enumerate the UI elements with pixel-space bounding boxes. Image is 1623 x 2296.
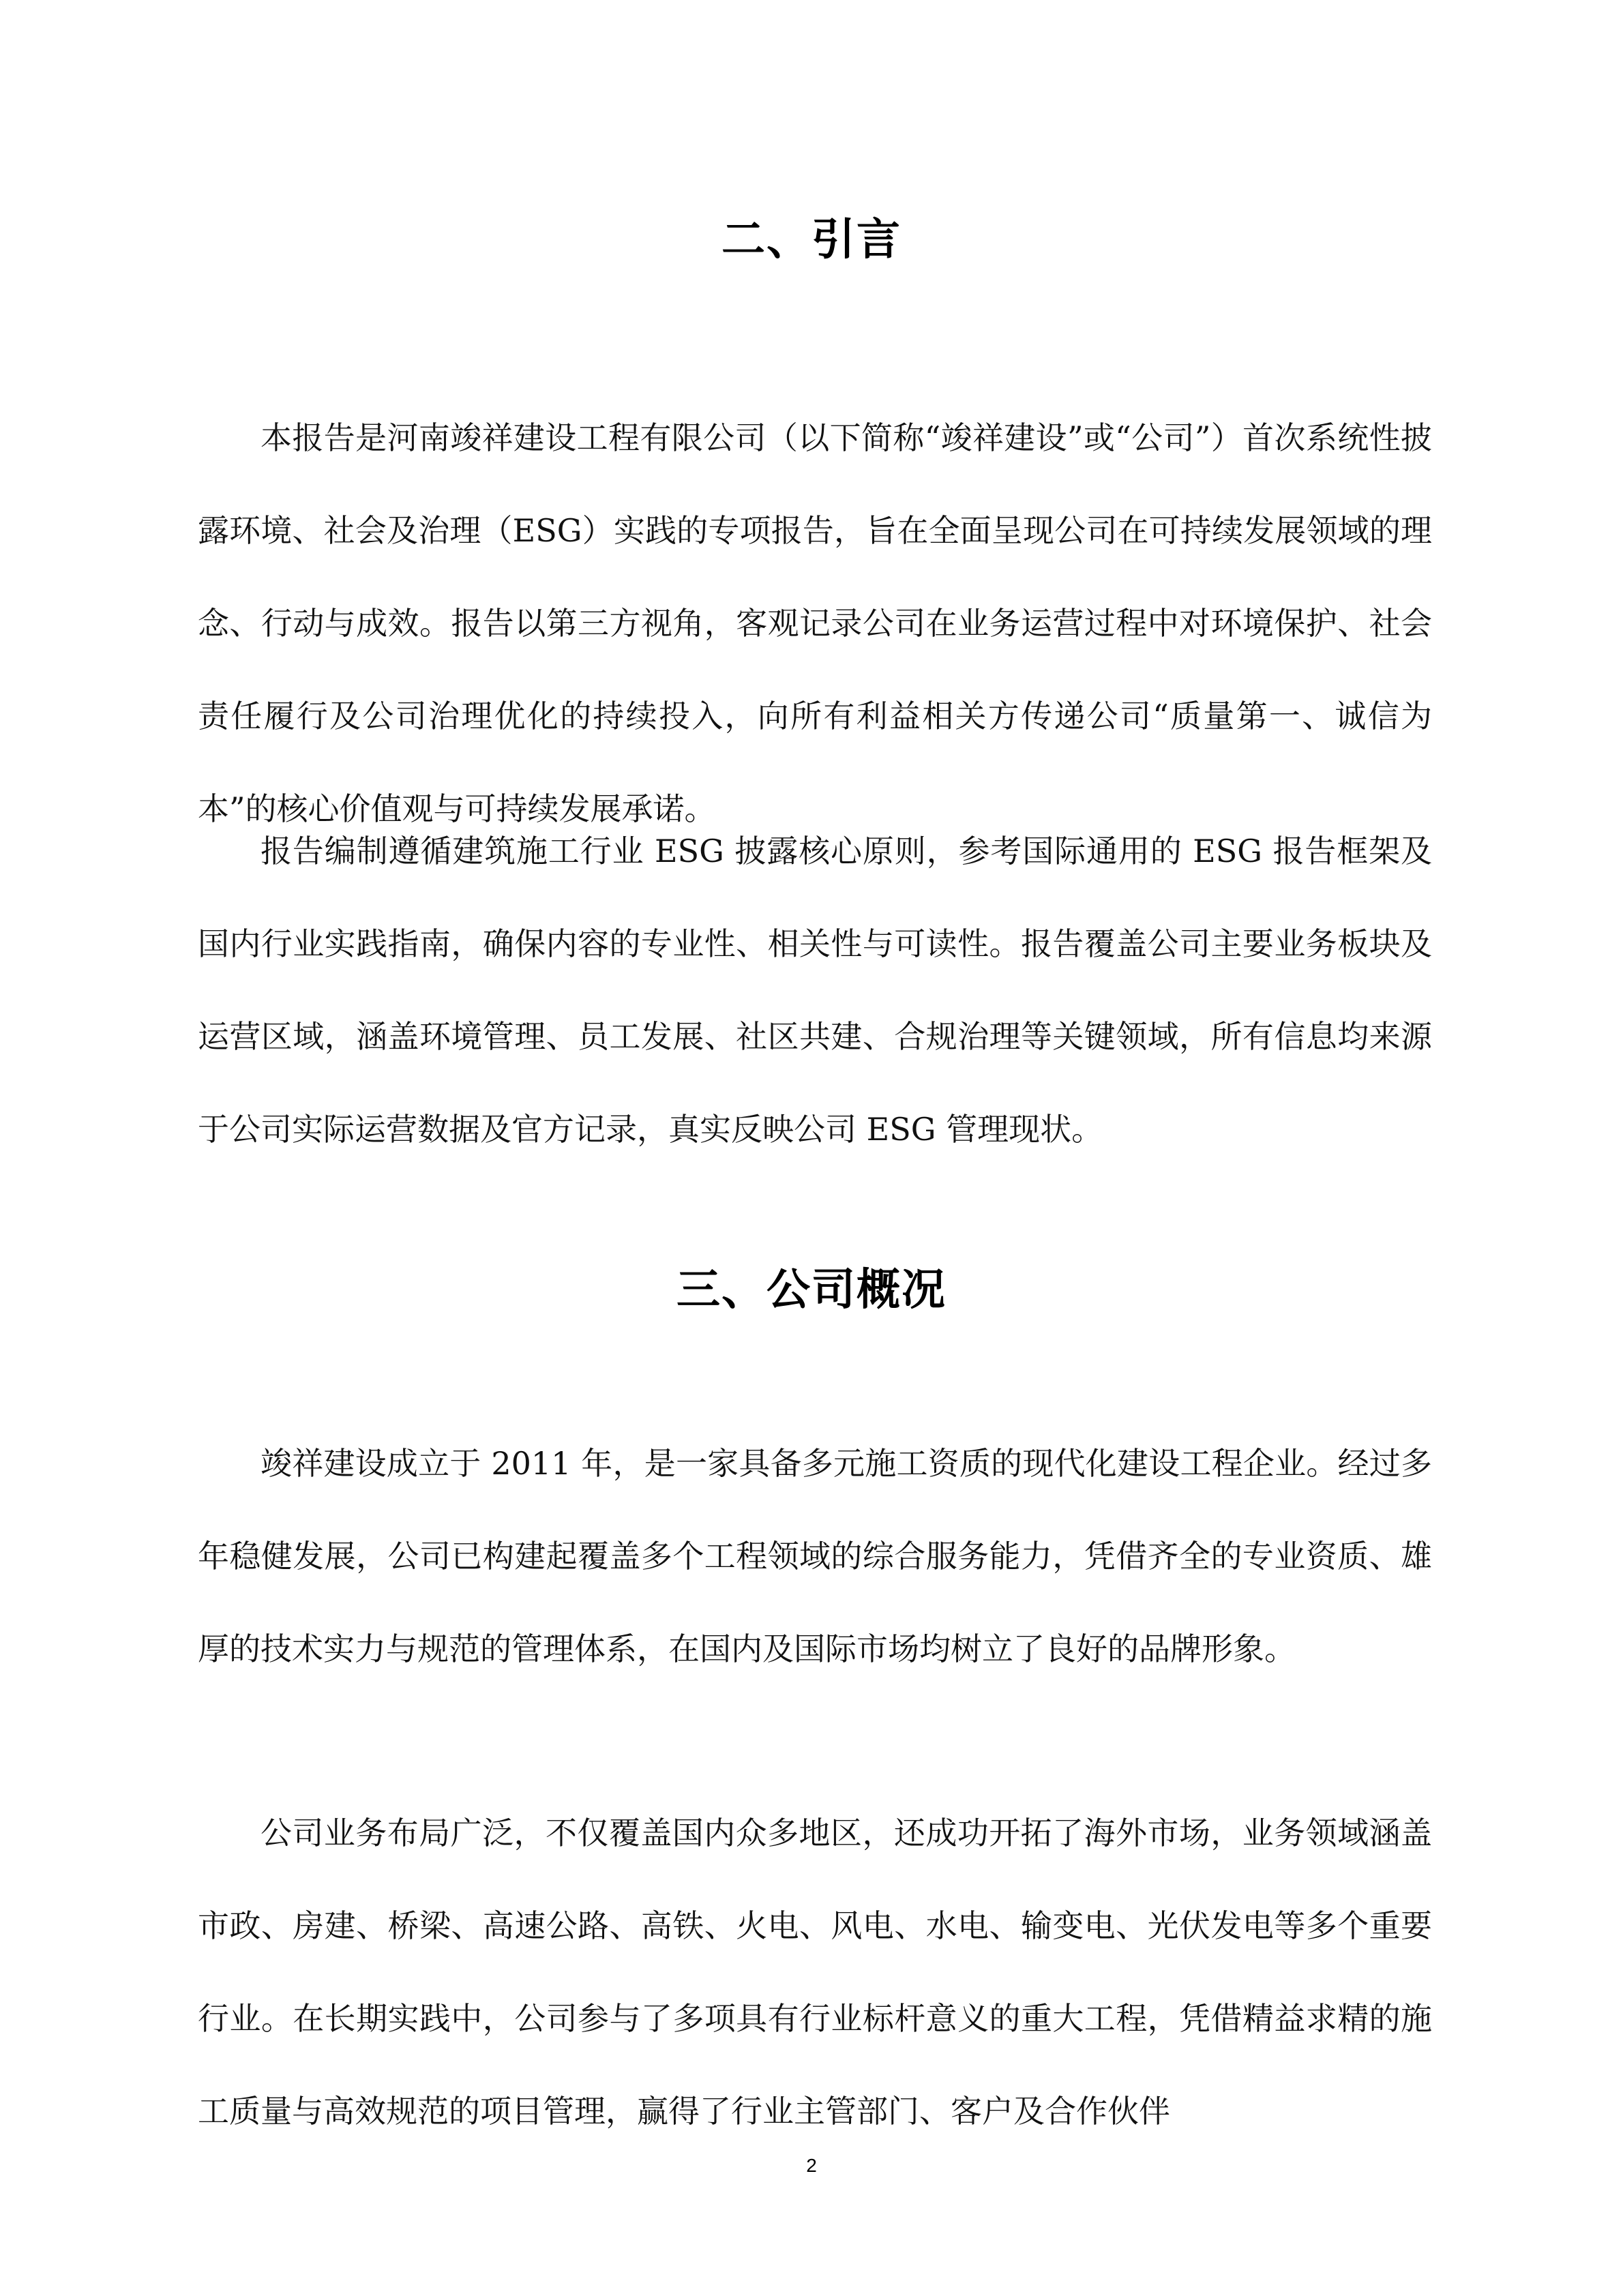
- company-overview-paragraph-1: 竣祥建设成立于 2011 年，是一家具备多元施工资质的现代化建设工程企业。经过多年稳健发展，公司已构建起覆盖多个工程领域的综合服务能力，凭借齐全的专业资质、雄厚的技术实力与规范的管理体系，在国内及国际市场均树立了良好的品牌形象。: [198, 1445, 1432, 1667]
- section-3-heading: 三、公司概况: [676, 1265, 947, 1315]
- section-2-heading: 二、引言: [721, 215, 902, 265]
- intro-paragraph-1: 本报告是河南竣祥建设工程有限公司（以下简称“竣祥建设”或“公司”）首次系统性披露环境、社会及治理（ESG）实践的专项报告，旨在全面呈现公司在可持续发展领域的理念、行动与成效。报告以第三方视角，客观记录公司在业务运营过程中对环境保护、社会责任履行及公司治理优化的持续投入，向所有利益相关方传递公司“质量第一、诚信为本”的核心价值观与可持续发展承诺。: [198, 419, 1432, 827]
- intro-paragraph-2: 报告编制遵循建筑施工行业 ESG 披露核心原则，参考国际通用的 ESG 报告框架及国内行业实践指南，确保内容的专业性、相关性与可读性。报告覆盖公司主要业务板块及运营区域，涵盖环境管理、员工发展、社区共建、合规治理等关键领域，所有信息均来源于公司实际运营数据及官方记录，真实反映公司 ESG 管理现状。: [198, 833, 1432, 1148]
- page-number: 2: [806, 2155, 817, 2176]
- company-overview-paragraph-2: 公司业务布局广泛，不仅覆盖国内众多地区，还成功开拓了海外市场，业务领域涵盖市政、房建、桥梁、高速公路、高铁、火电、风电、水电、输变电、光伏发电等多个重要行业。在长期实践中，公司参与了多项具有行业标杆意义的重大工程，凭借精益求精的施工质量与高效规范的项目管理，赢得了行业主管部门、客户及合作伙伴: [198, 1815, 1432, 2130]
